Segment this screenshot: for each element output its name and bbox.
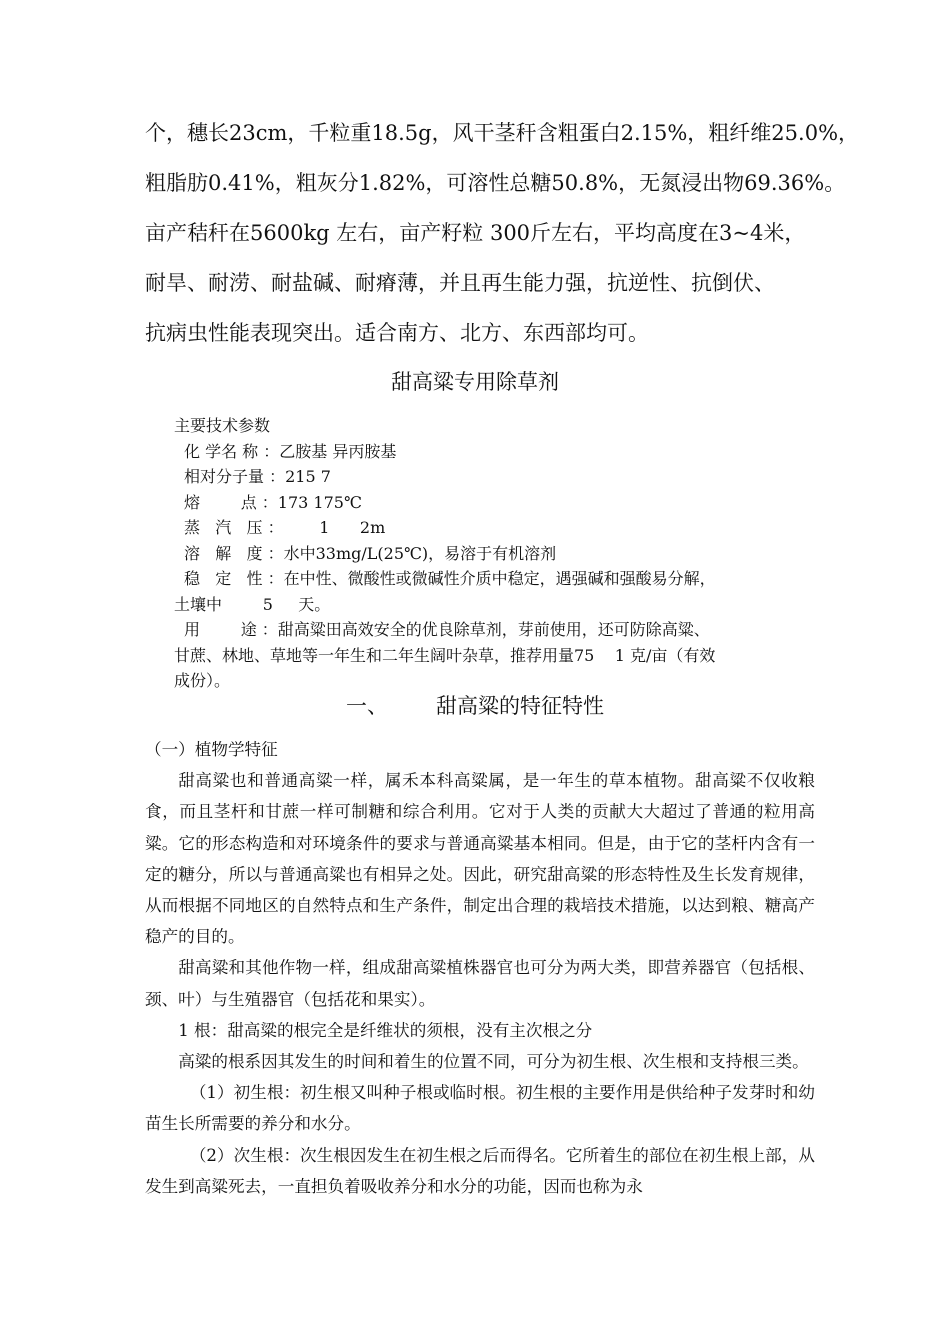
param-row: 相对分子量 ：215 7 <box>184 467 331 486</box>
param-row: 土壤中 5 天。 <box>174 594 331 614</box>
param-row: 化 学名 称 ：乙胺基 异丙胺基 <box>184 441 397 461</box>
param-row: 用 途 ：甜高粱田高效安全的优良除草剂，芽前使用，还可防除高粱、 <box>184 620 710 639</box>
intro-paragraph <box>145 108 860 358</box>
param-row: 蒸 汽 压 ： 1 2m <box>184 518 386 537</box>
intro-line: 个，穗长23cm，千粒重18.5g，风干茎秆含粗蛋白2.15%，粗纤维25.0%， <box>145 121 860 145</box>
paragraph: 甜高粱和其他作物一样，组成甜高粱植株器官也可分为两大类，即营养器官（包括根、颈、叶）与生殖器官（包括花和果实）。 <box>145 958 815 1009</box>
section-number: 一、 <box>346 694 388 718</box>
sub-heading: （一）植物学特征 <box>145 740 278 759</box>
paragraph: 甜高粱也和普通高粱一样，属禾本科高粱属，是一年生的草本植物。甜高粱不仅收粮食，而且茎杆和甘蔗一样可制糖和综合利用。它对于人类的贡献大大超过了普通的粒用高粱。它的形态构造和对环境条件的要求与普通高粱基本相同。但是，由于它的茎杆内含有一定的糖分，所以与普通高粱也有相异之处。因此，研究甜高粱的形态特性及生长发育规律，从而根据不同地区的自然特点和生产条件，制定出合理的栽培技术措施，以达到粮、糖高产稳产的目的。 <box>145 771 815 947</box>
param-row: 甘蔗、林地、草地等一年生和二年生阔叶杂草，推荐用量75 1 克/亩（有效 <box>174 645 716 665</box>
intro-line: 抗病虫性能表现突出。适合南方、北方、东西部均可。 <box>145 321 649 345</box>
paragraph: 高粱的根系因其发生的时间和着生的位置不同，可分为初生根、次生根和支持根三类。 <box>178 1052 809 1072</box>
paragraph: （2）次生根：次生根因发生在初生根之后而得名。它所着生的部位在初生根上部，从发生到高粱死去，一直担负着吸收养分和水分的功能，因而也称为永 <box>145 1145 815 1196</box>
intro-line: 粗脂肪0.41%，粗灰分1.82%，可溶性总糖50.8%，无氮浸出物69.36%。 <box>145 171 846 195</box>
body-text <box>145 734 815 1202</box>
intro-line: 亩产秸秆在5600kg 左右，亩产籽粒 300斤左右，平均高度在3~4米， <box>145 221 806 245</box>
section-heading <box>0 690 950 720</box>
paragraph: 1 根：甜高粱的根完全是纤维状的须根，没有主次根之分 <box>178 1020 593 1040</box>
params-heading: 主要技术参数 <box>174 416 271 435</box>
section-title: 甜高粱的特征特性 <box>436 694 604 718</box>
herbicide-title: 甜高粱专用除草剂 <box>391 370 559 394</box>
technical-parameters <box>174 413 814 694</box>
paragraph: （1）初生根：初生根又叫种子根或临时根。初生根的主要作用是供给种子发芽时和幼苗生长所需要的养分和水分。 <box>145 1083 815 1134</box>
param-row: 稳 定 性 ：在中性、微酸性或微碱性介质中稳定，遇强碱和强酸易分解， <box>184 569 716 588</box>
param-row: 熔 点 ：173 175℃ <box>184 492 362 512</box>
param-row: 溶 解 度 ：水中33mg/L(25℃)，易溶于有机溶剂 <box>184 543 557 563</box>
intro-line: 耐旱、耐涝、耐盐碱、耐瘠薄，并且再生能力强，抗逆性、抗倒伏、 <box>145 271 775 295</box>
param-row: 成份）。 <box>174 671 231 690</box>
